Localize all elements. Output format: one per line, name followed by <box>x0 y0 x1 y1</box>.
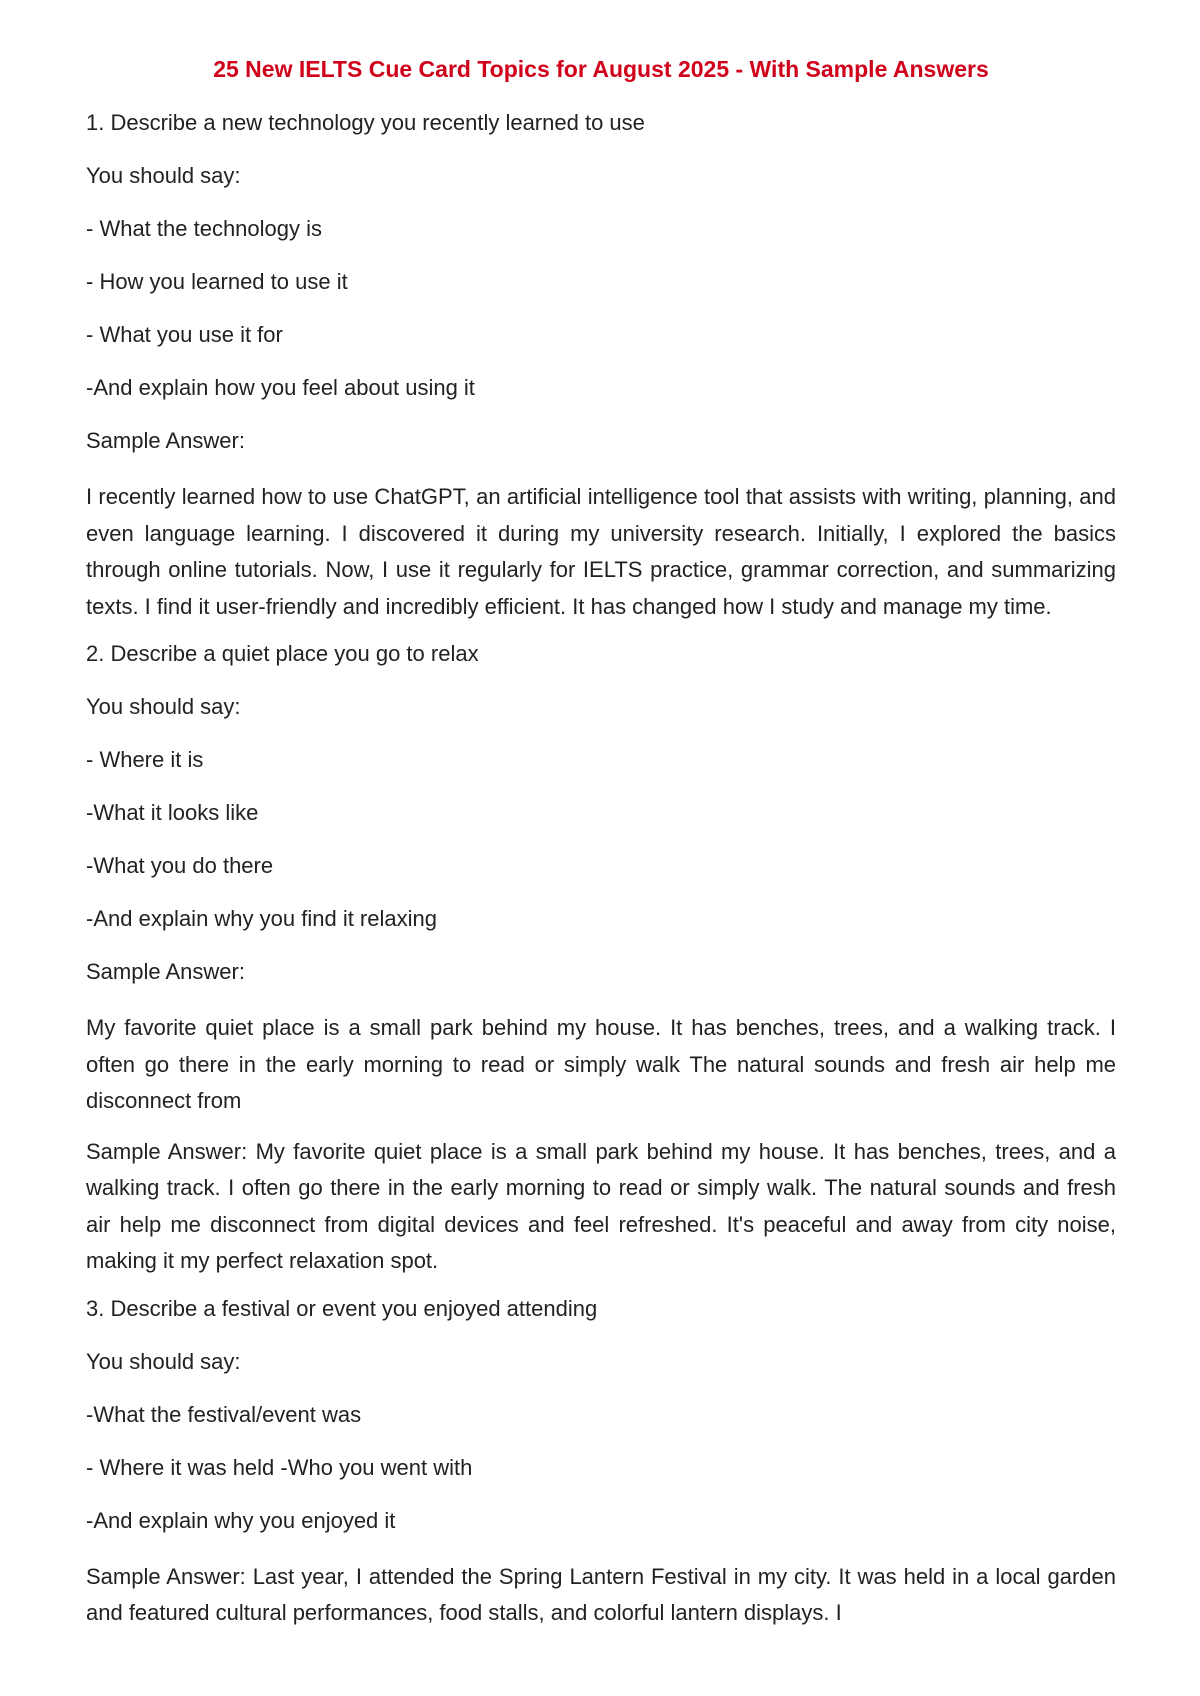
document-content <box>86 54 1116 1646</box>
section-2-sample-label: Sample Answer: <box>86 959 245 984</box>
section-2-prompt: You should say: <box>86 694 241 719</box>
section-3-heading: 3. Describe a festival or event you enjoyed attending <box>86 1295 598 1321</box>
section-3-answer: Sample Answer: Last year, I attended the Spring Lantern Festival in my city. It was held in a local garden and featured cultural performances, food stalls, and colorful lantern displays. I <box>86 1563 1116 1625</box>
section-2-point-2: -What it looks like <box>86 800 259 825</box>
section-1-point-1: - What the technology is <box>86 216 323 241</box>
section-2-point-3: -What you do there <box>86 853 274 878</box>
section-2-point-1: - Where it is <box>86 747 204 772</box>
section-3-point-1: -What the festival/event was <box>86 1401 362 1427</box>
section-1-sample-label: Sample Answer: <box>86 428 245 453</box>
section-1-point-2: - How you learned to use it <box>86 269 348 294</box>
section-2-heading: 2. Describe a quiet place you go to relax <box>86 641 479 666</box>
section-2-answer-full: Sample Answer: My favorite quiet place is a small park behind my house. It has benches, trees, and a walking track. I often go there in the early morning to read or simply walk. The natural sounds and fresh air help me disconnect from digital devices and feel refreshed. It's peaceful and away from city noise, making it my perfect relaxation spot. <box>86 1138 1116 1273</box>
section-3-point-2: - Where it was held -Who you went with <box>86 1454 473 1480</box>
document-title: 25 New IELTS Cue Card Topics for August 2025 - With Sample Answers <box>213 56 989 82</box>
section-1-point-4: -And explain how you feel about using it <box>86 375 475 400</box>
section-1-heading: 1. Describe a new technology you recently learned to use <box>86 110 645 135</box>
section-1-answer: I recently learned how to use ChatGPT, an artificial intelligence tool that assists with writing, planning, and even language learning. I discovered it during my university research. Initially, I explored the basics through online tutorials. Now, I use it regularly for IELTS practice, grammar correction, and summarizing texts. I find it user-friendly and incredibly efficient. It has changed how I study and manage my time. <box>86 484 1116 619</box>
section-1-prompt: You should say: <box>86 163 241 188</box>
section-2-point-4: -And explain why you find it relaxing <box>86 906 437 931</box>
section-3-prompt: You should say: <box>86 1348 241 1374</box>
section-2-answer: My favorite quiet place is a small park behind my house. It has benches, trees, and a walking track. I often go there in the early morning to read or simply walk The natural sounds and fresh air help me disconnect from <box>86 1015 1116 1113</box>
section-1-point-3: - What you use it for <box>86 322 283 347</box>
section-3-point-3: -And explain why you enjoyed it <box>86 1507 396 1533</box>
